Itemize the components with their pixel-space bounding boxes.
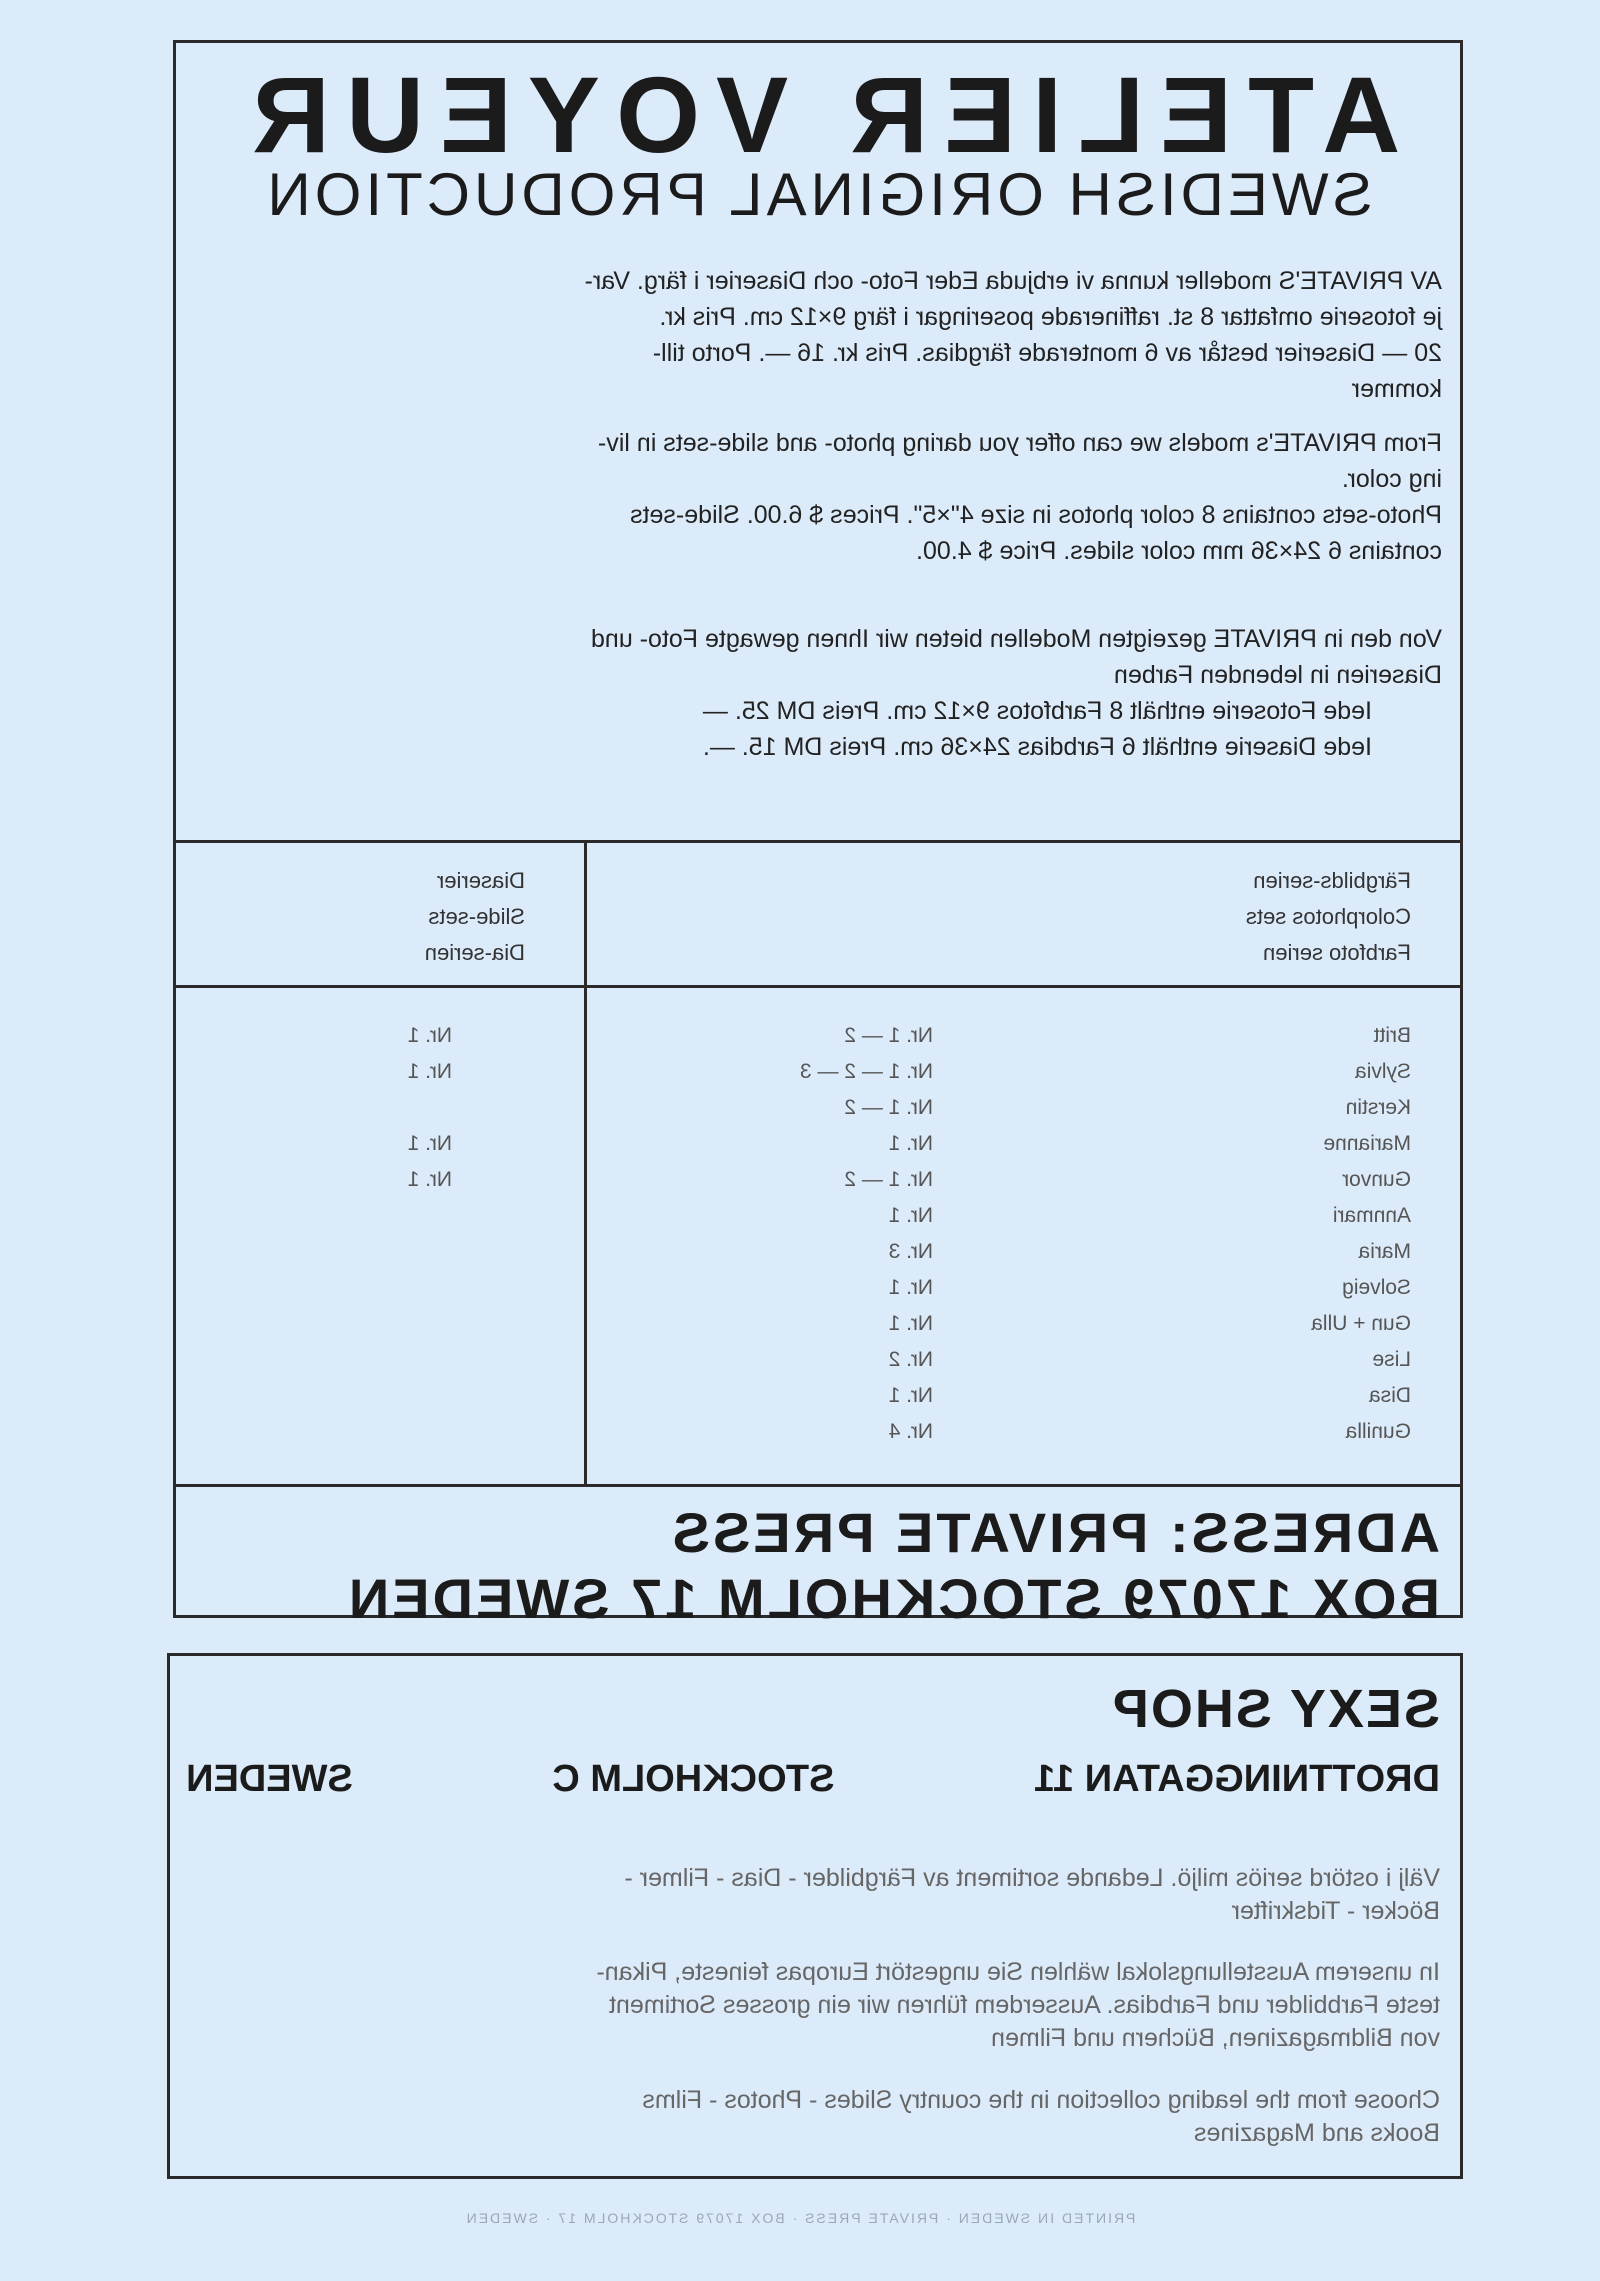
- photo-set-numbers: Nr. 1: [888, 1132, 933, 1155]
- table-row: [176, 1306, 1460, 1342]
- table-row: [176, 1234, 1460, 1270]
- shop-english: [186, 2084, 1440, 2150]
- photo-set-numbers: Nr. 1: [888, 1204, 933, 1227]
- divider: [176, 1484, 1460, 1487]
- shop-address: [186, 1760, 1440, 1798]
- text-line: From PRIVATE's models we can offer you daring photo- and slide-sets in liv-: [597, 429, 1442, 457]
- model-name: Annmari: [1332, 1204, 1411, 1227]
- shop-box: [167, 1653, 1463, 2179]
- model-name: Marianne: [1323, 1132, 1411, 1155]
- photo-set-numbers: Nr. 1 — 2: [844, 1024, 933, 1047]
- text-line: teste Farbbilder und Farbdias. Ausserdem führen wir ein grosses Sortiment: [609, 1991, 1440, 2019]
- header-line: Colorphotos sets: [1245, 904, 1411, 929]
- text-line: je fotoserie omfattar 8 st. raffinerade poseringar i färg 9×12 cm. Pris kr.: [659, 303, 1442, 331]
- divider: [176, 840, 1460, 843]
- text-line: Diaserien in lebenden Farben: [1114, 661, 1442, 689]
- address-line-1: ADRESS: PRIVATE PRESS: [669, 1501, 1440, 1564]
- photo-set-numbers: Nr. 3: [888, 1240, 933, 1263]
- text-line: Books and Magazines: [1194, 2119, 1440, 2147]
- shop-swedish: [186, 1862, 1440, 1928]
- header-line: Diaserier: [436, 868, 525, 893]
- photo-set-numbers: Nr. 1 — 2: [844, 1168, 933, 1191]
- photo-set-numbers: Nr. 2: [888, 1348, 933, 1371]
- table-row: [176, 1162, 1460, 1198]
- text-line: contains 6 24×36 mm color slides. Price $ 4.00.: [916, 537, 1442, 565]
- table-row: [176, 1054, 1460, 1090]
- table-row: [176, 1018, 1460, 1054]
- header-line: Farbfoto serien: [1263, 940, 1411, 965]
- text-line: kommer: [1351, 375, 1442, 403]
- shop-street: DROTTNINGGATAN 11: [1033, 1758, 1440, 1800]
- header-line: Dia-serien: [424, 940, 525, 965]
- photo-set-numbers: Nr. 1 — 2: [844, 1096, 933, 1119]
- model-name: Maria: [1358, 1240, 1411, 1263]
- text-line: Böcker - Tidskrifter: [1231, 1897, 1440, 1925]
- product-info-box: [173, 40, 1463, 1630]
- model-name: Gunvor: [1342, 1168, 1411, 1191]
- model-name: Gun + Ulla: [1311, 1312, 1411, 1335]
- table-row: [176, 1414, 1460, 1450]
- text-line: Iede Fotoserie enthält 8 Farbfotos 9×12 cm. Preis DM 25. —: [702, 697, 1372, 725]
- table-row: [176, 1378, 1460, 1414]
- text-line: Välj i ostörd seriös miljö. Ledande sortiment av Färgbilder - Dias - Filmer -: [624, 1864, 1440, 1892]
- photo-set-numbers: Nr. 4: [888, 1420, 933, 1443]
- shop-country: SWEDEN: [186, 1758, 353, 1800]
- header-line: Slide-sets: [428, 904, 525, 929]
- model-name: Gunilla: [1345, 1420, 1411, 1443]
- page-subtitle: SWEDISH ORIGINAL PRODUCTION: [263, 161, 1373, 228]
- table-row: [176, 1198, 1460, 1234]
- photo-set-numbers: Nr. 1 — 2 — 3: [799, 1060, 933, 1083]
- text-line: Iede Diaserie enthält 6 Farbdias 24×36 cm. Preis DM 15. —.: [702, 733, 1372, 761]
- slide-set-numbers: Nr. 1: [407, 1132, 452, 1155]
- text-line: 20 — Diaserier består av 6 monterade färgdias. Pris kr. 16 —. Porto till-: [652, 339, 1442, 367]
- table-row: [176, 1126, 1460, 1162]
- table-row: [176, 1090, 1460, 1126]
- photo-sets-header: [1246, 863, 1411, 971]
- table-row: [176, 1270, 1460, 1306]
- intro-english: [200, 425, 1442, 569]
- header-line: Färgbilds-serien: [1253, 868, 1411, 893]
- model-name: Sylvia: [1354, 1060, 1411, 1083]
- page-title: ATELIER VOYEUR: [235, 54, 1401, 175]
- photo-set-numbers: Nr. 1: [888, 1312, 933, 1335]
- table-row: [176, 1342, 1460, 1378]
- shop-name: SEXY SHOP: [1110, 1679, 1440, 1739]
- intro-german: [200, 621, 1442, 765]
- slide-set-numbers: Nr. 1: [407, 1168, 452, 1191]
- text-line: Photo-sets contains 8 color photos in size 4"×5". Prices $ 6.00. Slide-sets: [630, 501, 1442, 529]
- divider: [176, 985, 1460, 988]
- shop-city: STOCKHOLM C: [552, 1758, 835, 1800]
- footer-imprint: PRINTED IN SWEDEN · PRIVATE PRESS · BOX 17079 STOCKHOLM 17 · SWEDEN: [464, 2210, 1136, 2226]
- model-name: Kerstin: [1345, 1096, 1411, 1119]
- model-name: Lise: [1372, 1348, 1411, 1371]
- text-line: Choose from the leading collection in the country Slides - Photos - Films: [642, 2086, 1440, 2114]
- intro-swedish: [200, 263, 1442, 407]
- text-line: Von den in PRIVATE gezeigten Modellen bieten wir Ihnen gewagte Foto- und: [590, 625, 1442, 653]
- photo-set-numbers: Nr. 1: [888, 1384, 933, 1407]
- model-name: Solveig: [1342, 1276, 1411, 1299]
- text-line: ing color.: [1341, 465, 1442, 493]
- address-line-2: BOX 17079 STOCKHOLM 17 SWEDEN: [345, 1567, 1440, 1630]
- slide-set-numbers: Nr. 1: [407, 1060, 452, 1083]
- photo-set-numbers: Nr. 1: [888, 1276, 933, 1299]
- text-line: von Bildmagazinen, Büchern und Filmen: [991, 2024, 1440, 2052]
- text-line: In unserem Ausstellungslokal wählen Sie ungestört Europas feineste, Pikan-: [596, 1958, 1440, 1986]
- text-line: AV PRIVATE'S modeller kunna vi erbjuda Eder Foto- och Diaserier i färg. Var-: [584, 267, 1442, 295]
- model-name: Britt: [1373, 1024, 1411, 1047]
- shop-german: [186, 1956, 1440, 2055]
- model-name: Disa: [1368, 1384, 1411, 1407]
- slide-set-numbers: Nr. 1: [407, 1024, 452, 1047]
- slide-sets-header: [425, 863, 525, 971]
